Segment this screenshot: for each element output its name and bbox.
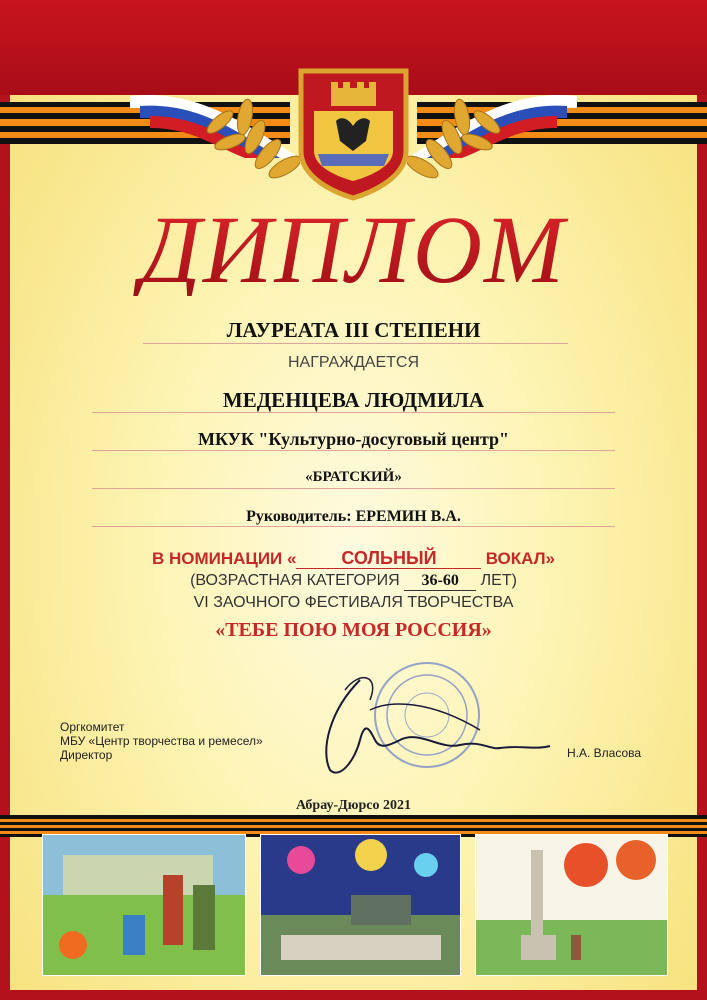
organization-label: МБУ «Центр творчества и ремесел» <box>60 734 263 748</box>
nomination-suffix: ВОКАЛ» <box>485 549 556 568</box>
nomination-prefix: В НОМИНАЦИИ « <box>151 549 297 568</box>
divider <box>92 412 615 413</box>
children-drawing-1 <box>42 834 246 976</box>
nomination-value: СОЛЬНЫЙ <box>296 548 481 569</box>
recipient-name: МЕДЕНЦЕВА ЛЮДМИЛА <box>222 388 485 412</box>
leader-line: Руководитель: ЕРЕМИН В.А. <box>246 508 461 525</box>
director-label: Директор <box>60 748 113 762</box>
laurel-left-icon <box>190 82 300 182</box>
diploma-title-text: ДИПЛОМ <box>139 196 567 296</box>
divider <box>92 488 615 489</box>
age-value: 36-60 <box>404 572 476 591</box>
award-degree: ЛАУРЕАТА III СТЕПЕНИ <box>226 318 481 342</box>
diploma-title <box>0 196 707 301</box>
divider <box>92 526 615 527</box>
children-drawing-2 <box>260 834 461 976</box>
coat-of-arms-icon <box>296 66 411 201</box>
place-and-year: Абрау-Дюрсо 2021 <box>296 798 411 813</box>
divider <box>92 450 615 451</box>
age-prefix: (ВОЗРАСТНАЯ КАТЕГОРИЯ <box>190 572 400 589</box>
nomination-line <box>0 548 707 569</box>
orgcommittee-label: Оргкомитет <box>60 720 125 734</box>
children-drawing-3 <box>475 834 668 976</box>
age-suffix: ЛЕТ) <box>480 572 517 589</box>
age-line <box>0 572 707 591</box>
festival-line: VI ЗАОЧНОГО ФЕСТИВАЛЯ ТВОРЧЕСТВА <box>193 594 514 611</box>
signatory-block <box>60 720 263 762</box>
divider <box>143 343 568 344</box>
organization-line-1: МКУК "Культурно-досуговый центр" <box>197 429 510 449</box>
festival-name: «ТЕБЕ ПОЮ МОЯ РОССИЯ» <box>215 619 492 641</box>
laurel-right-icon <box>407 82 517 182</box>
signature-icon <box>300 670 560 790</box>
awarded-label: НАГРАЖДАЕТСЯ <box>288 354 419 371</box>
organization-line-2: «БРАТСКИЙ» <box>305 469 402 485</box>
director-name: Н.А. Власова <box>567 746 642 760</box>
